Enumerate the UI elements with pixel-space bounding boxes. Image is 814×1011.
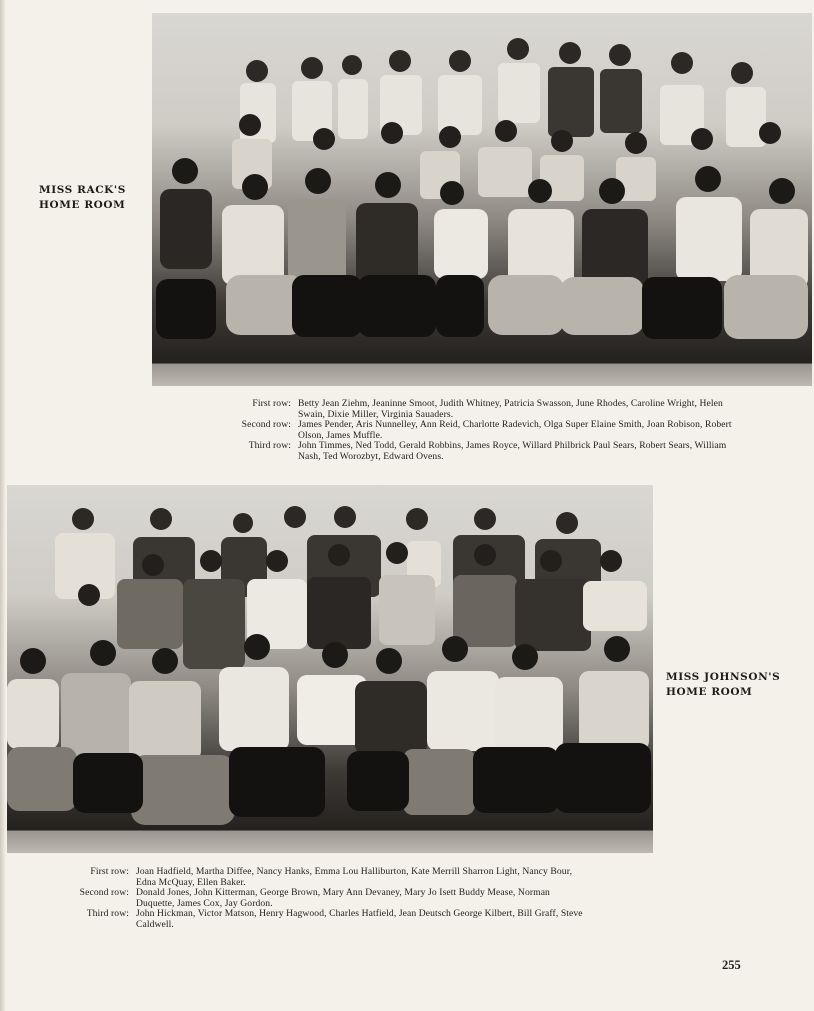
caption-row-names: Betty Jean Ziehm, Jeaninne Smoot, Judith Whitney, Patricia Swasson, June Rhodes, Caroline Wright, Helen Swain, Dixie Miller, Virginia Sauaders. bbox=[298, 398, 723, 420]
caption-row-second bbox=[66, 888, 586, 909]
caption-johnson bbox=[66, 867, 586, 931]
stage-edge bbox=[7, 830, 653, 853]
caption-row-second bbox=[228, 420, 748, 441]
caption-row-third bbox=[228, 441, 748, 462]
caption-row-label: Second row: bbox=[79, 887, 129, 899]
caption-row-label: Third row: bbox=[248, 440, 291, 452]
room-title-line-2: HOME ROOM bbox=[666, 686, 753, 698]
caption-row-names: Donald Jones, John Kitterman, George Brown, Mary Ann Devaney, Mary Jo Isett Buddy Mease, Norman Duquette, James Cox, Jay Gordon. bbox=[136, 887, 550, 909]
class-photo-johnson-figures bbox=[7, 485, 653, 853]
caption-row-names: John Hickman, Victor Matson, Henry Hagwood, Charles Hatfield, Jean Deutsch George Kilbert, Bill Graff, Steve Caldwell. bbox=[136, 908, 583, 930]
room-title-rack bbox=[39, 183, 139, 213]
caption-row-label: Second row: bbox=[241, 419, 291, 431]
room-title-line-2: HOME ROOM bbox=[39, 199, 126, 211]
caption-rack bbox=[228, 399, 748, 463]
room-title-line-1: MISS RACK'S bbox=[39, 184, 126, 196]
caption-row-names: John Timmes, Ned Todd, Gerald Robbins, James Royce, Willard Philbrick Paul Sears, Robert Sears, William Nash, Ted Worozbyt, Edward Ovens. bbox=[298, 440, 727, 462]
caption-row-names: James Pender, Aris Nunnelley, Ann Reid, Charlotte Radevich, Olga Super Elaine Smith, Joan Robison, Robert Olson, James Muffle. bbox=[298, 419, 732, 441]
page-binding-edge bbox=[0, 0, 6, 1011]
caption-row-first bbox=[66, 867, 586, 888]
room-title-johnson bbox=[666, 670, 796, 700]
caption-row-label: First row: bbox=[90, 866, 129, 877]
caption-row-label: First row: bbox=[252, 398, 291, 409]
class-photo-rack-figures bbox=[152, 13, 812, 386]
stage-edge bbox=[152, 363, 812, 386]
page-number: 255 bbox=[722, 958, 741, 972]
caption-row-label: Third row: bbox=[86, 908, 129, 920]
class-photo-johnson bbox=[7, 485, 653, 853]
caption-row-names: Joan Hadfield, Martha Diffee, Nancy Hanks, Emma Lou Halliburton, Kate Merrill Sharron Light, Nancy Bour, Edna McQuay, Ellen Baker. bbox=[136, 866, 573, 888]
class-photo-rack bbox=[152, 13, 812, 386]
caption-row-third bbox=[66, 909, 586, 930]
room-title-line-1: MISS JOHNSON'S bbox=[666, 671, 781, 683]
caption-row-first bbox=[228, 399, 748, 420]
